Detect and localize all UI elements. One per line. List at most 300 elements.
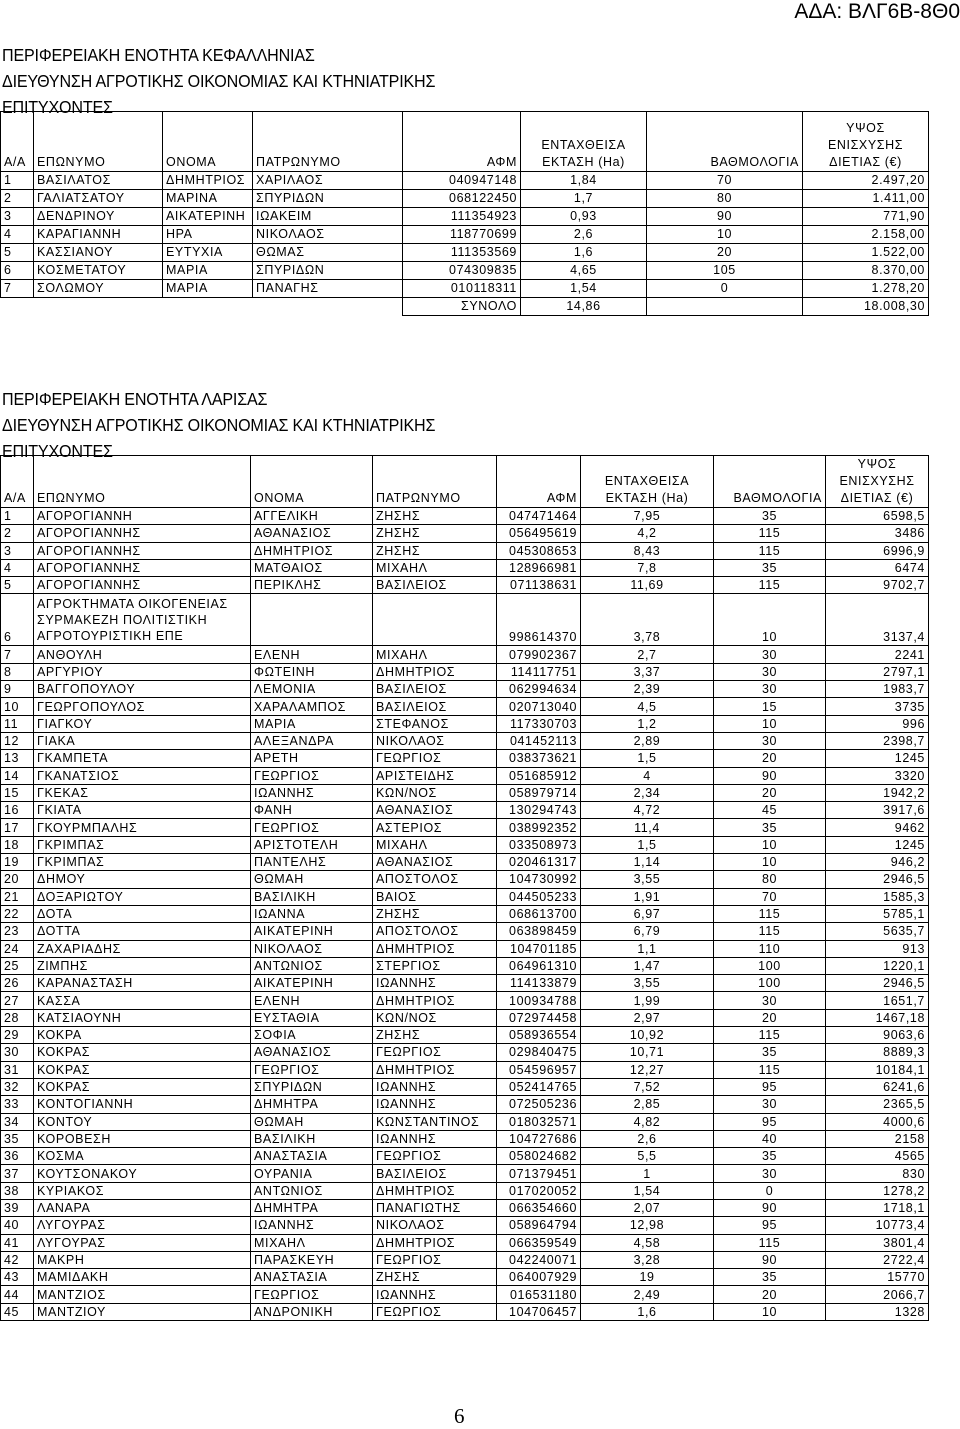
cell-score: 95 xyxy=(714,1113,826,1130)
cell-score: 10 xyxy=(714,594,826,646)
section1-title: ΠΕΡΙΦΕΡΕΙΑΚΗ ΕΝΟΤΗΤΑ ΚΕΦΑΛΛΗΝΙΑΣ xyxy=(2,45,315,65)
cell-afm: 064961310 xyxy=(497,957,581,974)
cell-father: ΝΙΚΟΛΑΟΣ xyxy=(373,1217,497,1234)
cell-amount: 3320 xyxy=(826,767,929,784)
cell-area: 7,95 xyxy=(581,508,714,525)
cell-father: ΝΙΚΟΛΑΟΣ xyxy=(253,226,403,244)
cell-aa: 15 xyxy=(1,784,34,801)
cell-surname: ΚΑΣΣΙΑΝΟΥ xyxy=(34,244,163,262)
cell-surname-multiline xyxy=(34,594,251,646)
col-amount-header-line3: ΔΙΕΤΙΑΣ (€) xyxy=(840,491,914,505)
cell-surname: ΛΥΓΟΥΡΑΣ xyxy=(34,1234,251,1251)
cell-afm: 020461317 xyxy=(497,854,581,871)
col-afm-header: ΑΦΜ xyxy=(403,112,521,172)
cell-surname: ΔΟΤΤΑ xyxy=(34,923,251,940)
cell-amount: 1.411,00 xyxy=(803,190,929,208)
cell-area: 3,37 xyxy=(581,663,714,680)
cell-afm: 068122450 xyxy=(403,190,521,208)
cell-name: ΜΑΡΙΑ xyxy=(251,715,373,732)
cell-amount: 8.370,00 xyxy=(803,262,929,280)
table-row xyxy=(1,663,929,680)
cell-area: 1,1 xyxy=(581,940,714,957)
cell-afm: 072505236 xyxy=(497,1096,581,1113)
cell-afm: 044505233 xyxy=(497,888,581,905)
cell-surname: ΔΗΜΟΥ xyxy=(34,871,251,888)
cell-area: 4,82 xyxy=(581,1113,714,1130)
cell-amount: 771,90 xyxy=(803,208,929,226)
cell-surname: ΚΑΡΑΝΑΣΤΑΣΗ xyxy=(34,975,251,992)
cell-aa: 16 xyxy=(1,802,34,819)
cell-father: ΓΕΩΡΓΙΟΣ xyxy=(373,1044,497,1061)
cell-area: 1,6 xyxy=(581,1303,714,1320)
cell-name: ΓΕΩΡΓΙΟΣ xyxy=(251,1286,373,1303)
cell-area: 11,69 xyxy=(581,577,714,594)
cell-score: 115 xyxy=(714,542,826,559)
cell-amount: 2946,5 xyxy=(826,975,929,992)
cell-surname: ΚΟΚΡΑΣ xyxy=(34,1061,251,1078)
cell-surname-line2: ΣΥΡΜΑΚΕΖΗ ΠΟΛΙΤΙΣΤΙΚΗ xyxy=(37,612,208,627)
cell-score: 30 xyxy=(714,646,826,663)
cell-name: ΜΑΤΘΑΙΟΣ xyxy=(251,559,373,576)
cell-father: ΜΙΧΑΗΛ xyxy=(373,836,497,853)
cell-surname: ΛΥΓΟΥΡΑΣ xyxy=(34,1217,251,1234)
cell-afm: 020713040 xyxy=(497,698,581,715)
cell-aa: 24 xyxy=(1,940,34,957)
cell-father: ΜΙΧΑΗΛ xyxy=(373,559,497,576)
cell-aa: 21 xyxy=(1,888,34,905)
cell-afm: 018032571 xyxy=(497,1113,581,1130)
cell-amount: 2797,1 xyxy=(826,663,929,680)
cell-area: 12,27 xyxy=(581,1061,714,1078)
cell-name: ΑΙΚΑΤΕΡΙΝΗ xyxy=(251,975,373,992)
cell-aa: 6 xyxy=(1,262,34,280)
cell-amount: 1.278,20 xyxy=(803,280,929,298)
table-row xyxy=(1,1269,929,1286)
cell-father: ΓΕΩΡΓΙΟΣ xyxy=(373,1303,497,1320)
cell-amount: 2241 xyxy=(826,646,929,663)
cell-surname: ΑΓΟΡΟΓΙΑΝΝΗΣ xyxy=(34,525,251,542)
cell-score: 95 xyxy=(714,1217,826,1234)
col-amount-header-line2: ΕΝΙΣΧΥΣΗΣ xyxy=(839,474,915,488)
table-row xyxy=(1,646,929,663)
cell-aa: 18 xyxy=(1,836,34,853)
cell-score: 35 xyxy=(714,819,826,836)
cell-amount: 6598,5 xyxy=(826,508,929,525)
cell-afm: 051685912 xyxy=(497,767,581,784)
cell-score: 95 xyxy=(714,1078,826,1095)
cell-aa: 12 xyxy=(1,732,34,749)
col-surname-header: ΕΠΩΝΥΜΟ xyxy=(34,112,163,172)
cell-score: 30 xyxy=(714,732,826,749)
cell-father: ΣΤΕΦΑΝΟΣ xyxy=(373,715,497,732)
cell-father: ΝΙΚΟΛΑΟΣ xyxy=(373,732,497,749)
table-row xyxy=(1,681,929,698)
cell-afm: 104701185 xyxy=(497,940,581,957)
cell-name: ΕΥΣΤΑΘΙΑ xyxy=(251,1009,373,1026)
cell-name: ΒΑΣΙΛΙΚΗ xyxy=(251,888,373,905)
cell-area: 2,97 xyxy=(581,1009,714,1026)
cell-aa: 30 xyxy=(1,1044,34,1061)
cell-afm: 114133879 xyxy=(497,975,581,992)
table-row xyxy=(1,190,929,208)
cell-score: 90 xyxy=(714,1251,826,1268)
cell-area: 10,92 xyxy=(581,1027,714,1044)
col-aa-header: Α/Α xyxy=(1,112,34,172)
cell-aa: 41 xyxy=(1,1234,34,1251)
cell-father: ΚΩΝ/ΝΟΣ xyxy=(373,1009,497,1026)
cell-surname: ΔΟΞΑΡΙΩΤΟΥ xyxy=(34,888,251,905)
col-amount-header xyxy=(826,456,929,508)
cell-father: ΚΩΝΣΤΑΝΤΙΝΟΣ xyxy=(373,1113,497,1130)
cell-amount: 6241,6 xyxy=(826,1078,929,1095)
cell-area: 0,93 xyxy=(521,208,647,226)
cell-name: ΧΑΡΑΛΑΜΠΟΣ xyxy=(251,698,373,715)
table-row xyxy=(1,888,929,905)
table-row xyxy=(1,975,929,992)
cell-name: ΑΝΤΩΝΙΟΣ xyxy=(251,957,373,974)
cell-name: ΑΡΕΤΗ xyxy=(251,750,373,767)
cell-score: 10 xyxy=(714,715,826,732)
cell-score: 45 xyxy=(714,802,826,819)
cell-surname: ΓΙΑΓΚΟΥ xyxy=(34,715,251,732)
table-row xyxy=(1,750,929,767)
cell-score: 20 xyxy=(714,1286,826,1303)
cell-father: ΓΕΩΡΓΙΟΣ xyxy=(373,1251,497,1268)
cell-name: ΑΝΤΩΝΙΟΣ xyxy=(251,1182,373,1199)
cell-aa: 34 xyxy=(1,1113,34,1130)
cell-aa: 3 xyxy=(1,208,34,226)
cell-surname: ΑΓΟΡΟΓΙΑΝΝΗΣ xyxy=(34,559,251,576)
cell-score: 35 xyxy=(714,508,826,525)
cell-area: 4,58 xyxy=(581,1234,714,1251)
table-row xyxy=(1,923,929,940)
section2-subtitle: ΔΙΕΥΘΥΝΣΗ ΑΓΡΟΤΙΚΗΣ ΟΙΚΟΝΟΜΙΑΣ ΚΑΙ ΚΤΗΝΙΑΤΡΙΚΗΣ xyxy=(2,415,436,435)
cell-afm: 117330703 xyxy=(497,715,581,732)
cell-surname: ΚΟΣΜΑ xyxy=(34,1148,251,1165)
cell-aa: 40 xyxy=(1,1217,34,1234)
cell-afm: 047471464 xyxy=(497,508,581,525)
cell-area: 1,99 xyxy=(581,992,714,1009)
cell-score: 115 xyxy=(714,905,826,922)
cell-afm: 038992352 xyxy=(497,819,581,836)
table-row xyxy=(1,1251,929,1268)
table-row xyxy=(1,992,929,1009)
cell-name: ΜΙΧΑΗΛ xyxy=(251,1234,373,1251)
cell-score: 115 xyxy=(714,1061,826,1078)
cell-aa: 35 xyxy=(1,1130,34,1147)
cell-aa: 2 xyxy=(1,525,34,542)
cell-amount: 1983,7 xyxy=(826,681,929,698)
cell-aa: 2 xyxy=(1,190,34,208)
cell-father: ΙΩΑΝΝΗΣ xyxy=(373,1130,497,1147)
cell-score: 100 xyxy=(714,957,826,974)
section1-table xyxy=(0,111,929,316)
col-area-header xyxy=(521,112,647,172)
cell-aa: 3 xyxy=(1,542,34,559)
cell-surname: ΓΚΡΙΜΠΑΣ xyxy=(34,854,251,871)
section1-total-row xyxy=(1,298,929,316)
cell-name: ΔΗΜΗΤΡΑ xyxy=(251,1096,373,1113)
cell-afm: 111353569 xyxy=(403,244,521,262)
table-row xyxy=(1,767,929,784)
cell-score: 10 xyxy=(714,1303,826,1320)
cell-score: 10 xyxy=(714,836,826,853)
cell-name: ΑΓΓΕΛΙΚΗ xyxy=(251,508,373,525)
cell-surname: ΚΥΡΙΑΚΟΣ xyxy=(34,1182,251,1199)
cell-aa: 1 xyxy=(1,508,34,525)
cell-amount: 2.497,20 xyxy=(803,172,929,190)
cell-amount: 4565 xyxy=(826,1148,929,1165)
cell-aa: 36 xyxy=(1,1148,34,1165)
section2-table xyxy=(0,455,929,1321)
cell-father: ΓΕΩΡΓΙΟΣ xyxy=(373,1148,497,1165)
cell-afm: 029840475 xyxy=(497,1044,581,1061)
cell-score: 35 xyxy=(714,1044,826,1061)
cell-amount: 9063,6 xyxy=(826,1027,929,1044)
table-row xyxy=(1,957,929,974)
cell-amount: 2.158,00 xyxy=(803,226,929,244)
cell-father: ΑΘΑΝΑΣΙΟΣ xyxy=(373,802,497,819)
cell-amount: 3735 xyxy=(826,698,929,715)
cell-aa: 20 xyxy=(1,871,34,888)
cell-name: ΑΝΑΣΤΑΣΙΑ xyxy=(251,1148,373,1165)
cell-score: 40 xyxy=(714,1130,826,1147)
cell-aa: 37 xyxy=(1,1165,34,1182)
cell-surname: ΒΑΓΓΟΠΟΥΛΟΥ xyxy=(34,681,251,698)
cell-surname: ΓΚΑΜΠΕΤΑ xyxy=(34,750,251,767)
cell-father: ΘΩΜΑΣ xyxy=(253,244,403,262)
col-area-header-line2: ΕΚΤΑΣΗ (Ha) xyxy=(605,491,689,505)
cell-score: 20 xyxy=(714,750,826,767)
table-row xyxy=(1,784,929,801)
cell-father: ΒΑΣΙΛΕΙΟΣ xyxy=(373,1165,497,1182)
cell-score: 20 xyxy=(647,244,803,262)
col-score-header: ΒΑΘΜΟΛΟΓΙΑ xyxy=(714,456,826,508)
cell-surname: ΓΚΑΝΑΤΣΙΟΣ xyxy=(34,767,251,784)
cell-score: 20 xyxy=(714,784,826,801)
cell-father: ΠΑΝΑΓΗΣ xyxy=(253,280,403,298)
cell-surname: ΚΟΣΜΕΤΑΤΟΥ xyxy=(34,262,163,280)
cell-father: ΒΑΣΙΛΕΙΟΣ xyxy=(373,577,497,594)
cell-amount: 1245 xyxy=(826,750,929,767)
cell-name: ΜΑΡΙΑ xyxy=(163,280,253,298)
cell-aa: 27 xyxy=(1,992,34,1009)
table-row xyxy=(1,577,929,594)
table-row xyxy=(1,732,929,749)
cell-afm: 130294743 xyxy=(497,802,581,819)
cell-surname: ΓΕΩΡΓΟΠΟΥΛΟΣ xyxy=(34,698,251,715)
col-father-header: ΠΑΤΡΩΝΥΜΟ xyxy=(373,456,497,508)
cell-amount: 9702,7 xyxy=(826,577,929,594)
cell-name: ΔΗΜΗΤΡΙΟΣ xyxy=(251,542,373,559)
cell-amount: 9462 xyxy=(826,819,929,836)
cell-aa: 1 xyxy=(1,172,34,190)
table-row xyxy=(1,1027,929,1044)
cell-amount: 2158 xyxy=(826,1130,929,1147)
cell-aa: 8 xyxy=(1,663,34,680)
cell-area: 2,49 xyxy=(581,1286,714,1303)
cell-area: 1,47 xyxy=(581,957,714,974)
table-row xyxy=(1,1217,929,1234)
cell-score: 90 xyxy=(714,1199,826,1216)
cell-surname: ΜΑΜΙΔΑΚΗ xyxy=(34,1269,251,1286)
cell-father: ΙΩΑΝΝΗΣ xyxy=(373,975,497,992)
cell-amount: 2946,5 xyxy=(826,871,929,888)
cell-name: ΘΩΜΑΗ xyxy=(251,871,373,888)
cell-score: 30 xyxy=(714,1096,826,1113)
cell-aa: 5 xyxy=(1,577,34,594)
section2-title: ΠΕΡΙΦΕΡΕΙΑΚΗ ΕΝΟΤΗΤΑ ΛΑΡΙΣΑΣ xyxy=(2,389,268,409)
cell-father: ΠΑΝΑΓΙΩΤΗΣ xyxy=(373,1199,497,1216)
cell-score: 90 xyxy=(714,767,826,784)
cell-afm: 056495619 xyxy=(497,525,581,542)
cell-surname: ΛΑΝΑΡΑ xyxy=(34,1199,251,1216)
col-amount-header-line2: ΕΝΙΣΧΥΣΗΣ xyxy=(827,138,904,152)
cell-area: 1,54 xyxy=(581,1182,714,1199)
table-row xyxy=(1,262,929,280)
cell-amount: 1585,3 xyxy=(826,888,929,905)
cell-surname: ΔΟΤΑ xyxy=(34,905,251,922)
cell-amount: 2066,7 xyxy=(826,1286,929,1303)
table-row xyxy=(1,1234,929,1251)
cell-amount: 1.522,00 xyxy=(803,244,929,262)
cell-score: 30 xyxy=(714,992,826,1009)
cell-surname: ΣΟΛΩΜΟΥ xyxy=(34,280,163,298)
cell-father: ΙΩΑΝΝΗΣ xyxy=(373,1096,497,1113)
cell-area: 7,52 xyxy=(581,1078,714,1095)
cell-amount: 8889,3 xyxy=(826,1044,929,1061)
cell-aa: 45 xyxy=(1,1303,34,1320)
cell-surname: ΚΑΣΣΑ xyxy=(34,992,251,1009)
cell-aa: 7 xyxy=(1,646,34,663)
cell-aa: 31 xyxy=(1,1061,34,1078)
cell-name: ΔΗΜΗΤΡΑ xyxy=(251,1199,373,1216)
cell-afm: 068613700 xyxy=(497,905,581,922)
cell-father: ΣΠΥΡΙΔΩΝ xyxy=(253,190,403,208)
table-row xyxy=(1,244,929,262)
cell-score: 90 xyxy=(647,208,803,226)
col-afm-header: ΑΦΜ xyxy=(497,456,581,508)
cell-aa: 42 xyxy=(1,1251,34,1268)
cell-surname: ΚΟΡΟΒΕΣΗ xyxy=(34,1130,251,1147)
table-row xyxy=(1,1286,929,1303)
cell-surname: ΑΓΟΡΟΓΙΑΝΝΗΣ xyxy=(34,577,251,594)
cell-aa: 25 xyxy=(1,957,34,974)
cell-aa: 11 xyxy=(1,715,34,732)
cell-afm: 016531180 xyxy=(497,1286,581,1303)
cell-name: ΑΛΕΞΑΝΔΡΑ xyxy=(251,732,373,749)
cell-score: 10 xyxy=(714,854,826,871)
table-row xyxy=(1,1148,929,1165)
cell-afm: 063898459 xyxy=(497,923,581,940)
cell-afm: 058024682 xyxy=(497,1148,581,1165)
cell-amount: 2722,4 xyxy=(826,1251,929,1268)
cell-name: ΓΕΩΡΓΙΟΣ xyxy=(251,819,373,836)
table-row xyxy=(1,1009,929,1026)
cell-name: ΦΩΤΕΙΝΗ xyxy=(251,663,373,680)
col-amount-header-line1: ΥΨΟΣ xyxy=(857,457,897,471)
col-amount-header xyxy=(803,112,929,172)
cell-afm: 104727686 xyxy=(497,1130,581,1147)
cell-aa: 5 xyxy=(1,244,34,262)
cell-afm: 100934788 xyxy=(497,992,581,1009)
table-row xyxy=(1,1113,929,1130)
cell-name: ΕΥΤΥΧΙΑ xyxy=(163,244,253,262)
cell-amount: 4000,6 xyxy=(826,1113,929,1130)
cell-name: ΦΑΝΗ xyxy=(251,802,373,819)
cell-afm: 079902367 xyxy=(497,646,581,663)
cell-score: 30 xyxy=(714,663,826,680)
cell-aa: 7 xyxy=(1,280,34,298)
col-aa-header: Α/Α xyxy=(1,456,34,508)
cell-name: ΜΑΡΙΝΑ xyxy=(163,190,253,208)
cell-afm: 066354660 xyxy=(497,1199,581,1216)
cell-amount: 1467,18 xyxy=(826,1009,929,1026)
table-row xyxy=(1,1199,929,1216)
cell-surname: ΜΑΝΤΖΙΟΥ xyxy=(34,1303,251,1320)
cell-name: ΓΕΩΡΓΙΟΣ xyxy=(251,767,373,784)
table-row xyxy=(1,594,929,646)
cell-area: 2,7 xyxy=(581,646,714,663)
cell-surname-line1: ΑΓΡΟΚΤΗΜΑΤΑ ΟΙΚΟΓΕΝΕΙΑΣ xyxy=(37,596,228,611)
cell-afm: 128966981 xyxy=(497,559,581,576)
cell-area: 1,2 xyxy=(581,715,714,732)
cell-area: 1,5 xyxy=(581,836,714,853)
cell-aa: 14 xyxy=(1,767,34,784)
table-row xyxy=(1,905,929,922)
cell-surname: ΚΟΚΡΑ xyxy=(34,1027,251,1044)
cell-father: ΑΠΟΣΤΟΛΟΣ xyxy=(373,871,497,888)
cell-afm: 074309835 xyxy=(403,262,521,280)
cell-father: ΑΣΤΕΡΙΟΣ xyxy=(373,819,497,836)
cell-score: 70 xyxy=(714,888,826,905)
section1-heading xyxy=(2,42,435,120)
cell-area: 1,14 xyxy=(581,854,714,871)
cell-area: 1,7 xyxy=(521,190,647,208)
cell-name: ΛΕΜΟΝΙΑ xyxy=(251,681,373,698)
cell-aa: 33 xyxy=(1,1096,34,1113)
cell-aa: 43 xyxy=(1,1269,34,1286)
cell-score: 115 xyxy=(714,1234,826,1251)
section1-table-body xyxy=(1,172,929,298)
cell-amount: 1220,1 xyxy=(826,957,929,974)
cell-area: 2,6 xyxy=(521,226,647,244)
section1-total-area: 14,86 xyxy=(521,298,647,316)
cell-aa: 23 xyxy=(1,923,34,940)
cell-amount: 15770 xyxy=(826,1269,929,1286)
cell-amount: 2365,5 xyxy=(826,1096,929,1113)
cell-amount: 6996,9 xyxy=(826,542,929,559)
cell-afm: 054596957 xyxy=(497,1061,581,1078)
cell-area: 2,89 xyxy=(581,732,714,749)
cell-father: ΔΗΜΗΤΡΙΟΣ xyxy=(373,663,497,680)
cell-father: ΔΗΜΗΤΡΙΟΣ xyxy=(373,992,497,1009)
table-row xyxy=(1,1061,929,1078)
cell-score: 30 xyxy=(714,1165,826,1182)
cell-surname: ΓΚΟΥΡΜΠΑΛΗΣ xyxy=(34,819,251,836)
table-row xyxy=(1,172,929,190)
cell-aa: 9 xyxy=(1,681,34,698)
cell-name: ΑΙΚΑΤΕΡΙΝΗ xyxy=(163,208,253,226)
cell-area: 3,78 xyxy=(581,594,714,646)
cell-father: ΑΠΟΣΤΟΛΟΣ xyxy=(373,923,497,940)
table-row xyxy=(1,1044,929,1061)
cell-name: ΟΥΡΑΝΙΑ xyxy=(251,1165,373,1182)
cell-afm: 062994634 xyxy=(497,681,581,698)
cell-father: ΚΩΝ/ΝΟΣ xyxy=(373,784,497,801)
cell-afm: 104730992 xyxy=(497,871,581,888)
cell-aa: 39 xyxy=(1,1199,34,1216)
